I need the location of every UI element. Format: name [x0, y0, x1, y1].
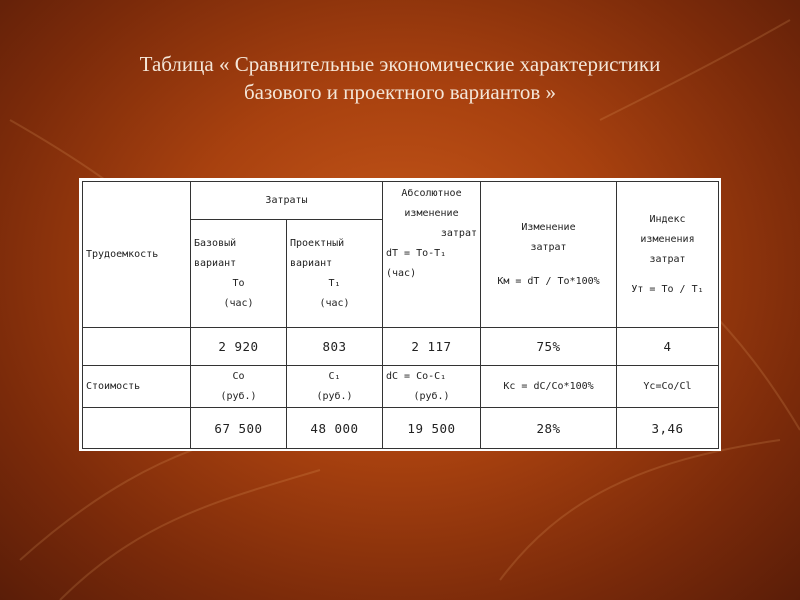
base-variant-header — [191, 220, 287, 328]
labor-intensity-label: Трудоемкость — [86, 249, 159, 260]
table-cell: 2 117 — [383, 328, 481, 366]
project-variant-label-2: вариант — [290, 257, 333, 269]
cost-project-cell — [287, 366, 383, 408]
base-variant-label-2: вариант — [194, 257, 237, 269]
table-cell: 3,46 — [617, 408, 719, 449]
change-formula: Км = dT / To*100% — [497, 275, 600, 287]
cost-change-cell — [481, 366, 617, 408]
table-cell — [83, 328, 191, 366]
comparison-table-frame — [79, 178, 721, 451]
table-cell: 2 920 — [191, 328, 287, 366]
table-cell: 19 500 — [383, 408, 481, 449]
project-variant-header — [287, 220, 383, 328]
comparison-table — [82, 181, 719, 449]
costs-header — [191, 182, 383, 220]
change-label-1: Изменение — [521, 221, 576, 233]
index-formula: Ут = То / Т₁ — [631, 283, 704, 295]
cost-index-formula: Yc=Co/Cl — [643, 381, 692, 392]
table-cell — [83, 408, 191, 449]
table-cell: 75% — [481, 328, 617, 366]
costs-header-label: Затраты — [265, 195, 308, 206]
absolute-change-label-2: изменение — [404, 208, 459, 219]
table-cell: 48 000 — [287, 408, 383, 449]
absolute-change-label-3: затрат — [440, 228, 477, 239]
table-cell: 28% — [481, 408, 617, 449]
cost-base-unit: (руб.) — [220, 390, 257, 402]
cost-base-cell — [191, 366, 287, 408]
cost-base-symbol: Со — [232, 370, 245, 382]
table-row — [83, 182, 719, 220]
absolute-change-formula: dT = To-T₁ — [386, 248, 447, 259]
project-variant-label-3: Т₁ — [328, 277, 341, 289]
absolute-change-header — [383, 182, 481, 328]
index-label-3: затрат — [649, 253, 686, 265]
change-header — [481, 182, 617, 328]
slide-title — [50, 50, 750, 106]
cost-change-formula: Кс = dC/Co*100% — [503, 381, 594, 392]
index-label-1: Индекс — [649, 213, 686, 225]
project-variant-label-1: Проектный — [290, 237, 345, 249]
cost-absolute-cell — [383, 366, 481, 408]
cost-label-cell — [83, 366, 191, 408]
cost-project-symbol: С₁ — [328, 370, 341, 382]
cost-project-unit: (руб.) — [316, 390, 353, 402]
table-cell: 4 — [617, 328, 719, 366]
cost-absolute-unit: (руб.) — [413, 390, 450, 402]
change-label-2: затрат — [530, 241, 567, 253]
index-label-2: изменения — [640, 233, 695, 245]
base-variant-label-3: То — [232, 277, 245, 289]
slide-title-line-2: базового и проектного вариантов » — [243, 80, 557, 104]
absolute-change-label-1: Абсолютное — [401, 188, 462, 199]
table-row — [83, 328, 719, 366]
cost-absolute-formula: dC = Co-C₁ — [386, 370, 447, 382]
base-variant-label-1: Базовый — [194, 237, 237, 249]
table-cell: 67 500 — [191, 408, 287, 449]
cost-index-cell — [617, 366, 719, 408]
table-row — [83, 408, 719, 449]
labor-intensity-label-cell — [83, 182, 191, 328]
table-row — [83, 366, 719, 408]
project-variant-label-4: (час) — [319, 297, 350, 309]
index-header — [617, 182, 719, 328]
slide-title-line-1: Таблица « Сравнительные экономические характеристики — [139, 52, 661, 76]
cost-label: Стоимость — [86, 381, 141, 392]
base-variant-label-4: (час) — [223, 297, 254, 309]
table-cell: 803 — [287, 328, 383, 366]
absolute-change-unit: (час) — [386, 268, 417, 279]
